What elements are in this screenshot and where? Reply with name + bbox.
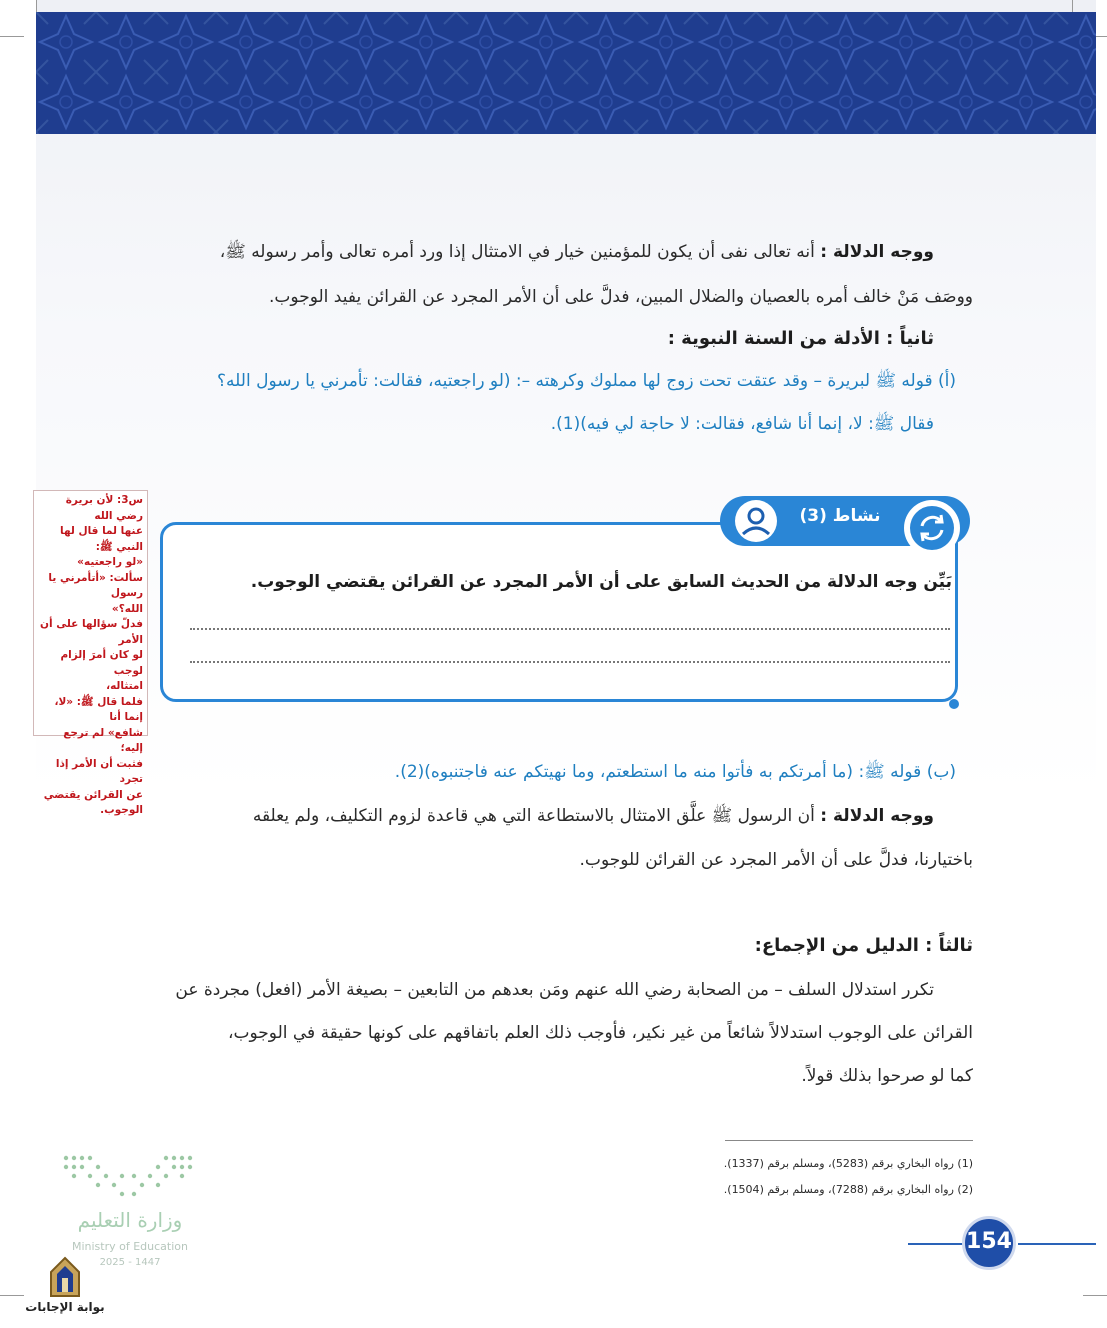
answer-line[interactable] (190, 628, 950, 630)
hadith-line: فقال ﷺ: لا، إنما أنا شافع، فقالت: لا حاجة لي فيه)(1). (550, 414, 934, 434)
paragraph-line: باختيارنا، فدلَّ على أن الأمر المجرد عن القرائن للوجوب. (579, 850, 973, 870)
note-line: الوجوب. (100, 804, 143, 816)
page-number-line (908, 1243, 963, 1245)
footnote: (2) رواه البخاري برقم (7288)، ومسلم برقم (1504). (723, 1183, 973, 1196)
crop-mark (0, 36, 24, 37)
crop-mark (0, 1295, 24, 1296)
header-banner (36, 12, 1096, 134)
note-line: لو كان أمرَ إلزام لوجب (60, 649, 143, 677)
watermark-logo (44, 1256, 86, 1300)
note-line: فثبت أن الأمر إذا تجرد (55, 757, 143, 785)
paragraph-line: أن الرسول ﷺ علَّق الامتثال بالاستطاعة التي هي قاعدة لزوم التكليف، ولم يعلقه (252, 806, 815, 826)
evidence-heading (220, 240, 934, 264)
answer-line[interactable] (190, 661, 950, 663)
activity-box (160, 522, 958, 702)
section-heading: ثانياً : الأدلة من السنة النبوية : (667, 328, 934, 349)
footnote: (1) رواه البخاري برقم (5283)، ومسلم برقم (1337). (723, 1157, 973, 1170)
watermark-text: بوابة الإجابات (25, 1300, 105, 1314)
note-line: امتثاله، (106, 680, 143, 692)
section-heading: ووجه الدلالة : (820, 242, 934, 262)
ministry-name-english: Ministry of Education (71, 1240, 188, 1253)
paragraph-line: أنه تعالى نفى أن يكون للمؤمنين خيار في الامتثال إذا ورد أمره تعالى وأمر رسوله ﷺ، (219, 242, 815, 262)
ministry-year: 2025 - 1447 (99, 1257, 161, 1268)
ministry-logo-dots (62, 1154, 198, 1198)
paragraph-line: تكرر استدلال السلف – من الصحابة رضي الله عنهم ومَن بعدهم من التابعين – بصيغة الأمر (افعل) مجردة عن (175, 980, 934, 1000)
note-line: فدلّ سؤالها على أن الأمر (40, 618, 143, 646)
activity-prompt: بَيِّن وجه الدلالة من الحديث السابق على أن الأمر المجرد عن القرائن يقتضي الوجوب. (250, 572, 952, 592)
note-line: شافع» لم ترجع إليه؛ (63, 726, 143, 754)
note-line: «لو راجعتيه» (77, 556, 143, 568)
hadith-line: (أ) قوله ﷺ لبريرة – وقد عتقت تحت زوج لها مملوك وكرهته –: (لو راجعتيه، فقالت: تأمرني يا رسول الله؟ (217, 371, 956, 391)
hadith-line: (ب) قوله ﷺ: (ما أمرتكم به فأتوا منه ما استطعتم، وما نهيتكم عنه فاجتنبوه)(2). (394, 762, 956, 782)
box-endpoint-dot (949, 699, 959, 709)
note-line: فلما قال ﷺ: «لا، إنما أنا (54, 695, 143, 723)
note-line: عنها لما قال لها النبي ﷺ: (60, 525, 143, 553)
footnote-rule (725, 1140, 973, 1141)
section-heading: ثالثاً : الدليل من الإجماع: (754, 935, 973, 956)
note-line: الله؟» (111, 602, 143, 615)
section-heading: ووجه الدلالة : (820, 806, 934, 826)
crop-mark (1083, 1295, 1107, 1296)
ministry-name-arabic: وزارة التعليم (77, 1208, 183, 1232)
note-line: عن القرائن يقتضي (43, 788, 143, 801)
page-number: 154 (966, 1229, 1012, 1254)
note-line: س3: لأن بريرة رضي الله (65, 494, 143, 522)
evidence-heading (253, 804, 934, 828)
page-number-line (1018, 1243, 1096, 1245)
crop-mark (36, 0, 37, 12)
activity-title: نشاط (3) (799, 506, 881, 526)
refresh-icon (902, 498, 962, 558)
activity-user-icon (733, 498, 779, 544)
paragraph-line: ووصَف مَنْ خالف أمره بالعصيان والضلال المبين، فدلَّ على أن الأمر المجرد عن القرائن يفيد الوجوب. (269, 287, 973, 307)
paragraph-line: كما لو صرحوا بذلك قولاً. (801, 1066, 973, 1086)
note-line: سألت: «أتأمرني يا رسول (48, 571, 143, 599)
answer-note (33, 490, 148, 816)
paragraph-line: القرائن على الوجوب استدلالاً شائعاً من غير نكير، فأوجب ذلك العلم باتفاقهم على كونها حقيقة في الوجوب، (228, 1023, 973, 1043)
